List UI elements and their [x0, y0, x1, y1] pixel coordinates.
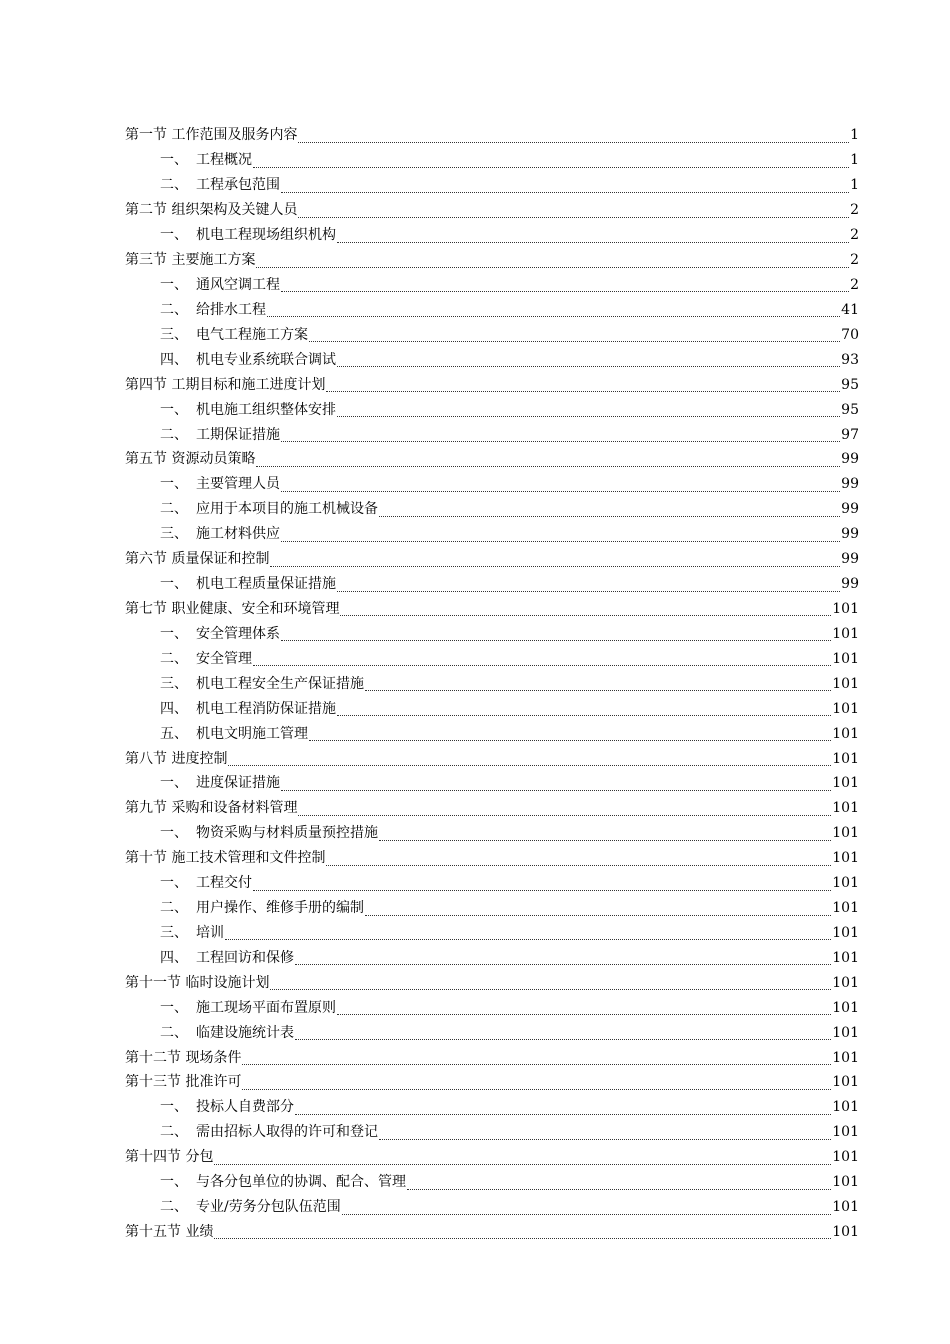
toc-entry-number: 一、 — [160, 825, 188, 842]
toc-entry-title: 机电工程消防保证措施 — [196, 700, 336, 717]
toc-section-entry[interactable] — [125, 1220, 859, 1245]
toc-page-number: 101 — [832, 974, 859, 991]
toc-subsection-entry[interactable] — [125, 896, 859, 921]
dot-leader — [365, 914, 831, 916]
toc-subsection-entry[interactable] — [125, 1020, 859, 1045]
toc-entry-title: 通风空调工程 — [196, 276, 280, 293]
toc-page-number: 99 — [841, 576, 859, 593]
toc-subsection-entry[interactable] — [125, 1095, 859, 1120]
toc-section-entry[interactable] — [125, 372, 859, 397]
toc-subsection-entry[interactable] — [125, 671, 859, 696]
toc-entry-title: 安全管理体系 — [196, 625, 280, 642]
toc-entry-title: 投标人自费部分 — [196, 1099, 294, 1116]
dot-leader — [298, 814, 831, 816]
toc-entry-title: 机电工程安全生产保证措施 — [196, 675, 364, 692]
toc-subsection-entry[interactable] — [125, 422, 859, 447]
toc-entry-number: 二、 — [160, 1199, 188, 1216]
toc-page-number: 101 — [832, 900, 859, 917]
dot-leader — [225, 938, 831, 940]
toc-entry-title: 工程交付 — [196, 875, 252, 892]
toc-entry-title: 进度保证措施 — [196, 775, 280, 792]
toc-entry-number: 一、 — [160, 152, 188, 169]
dot-leader — [242, 1088, 831, 1090]
dot-leader — [281, 639, 831, 641]
toc-page-number: 101 — [832, 1149, 859, 1166]
toc-entry-title: 机电施工组织整体安排 — [196, 401, 336, 418]
toc-entry-title: 第六节 质量保证和控制 — [125, 551, 270, 568]
toc-entry-number: 二、 — [160, 1024, 188, 1041]
toc-section-entry[interactable] — [125, 970, 859, 995]
dot-leader — [281, 440, 840, 442]
toc-entry-number: 四、 — [160, 949, 188, 966]
toc-section-entry[interactable] — [125, 597, 859, 622]
dot-leader — [253, 166, 849, 168]
toc-section-entry[interactable] — [125, 123, 859, 148]
toc-page-number: 101 — [832, 999, 859, 1016]
dot-leader — [298, 141, 849, 143]
dot-leader — [337, 415, 840, 417]
dot-leader — [281, 490, 840, 492]
toc-entry-title: 第八节 进度控制 — [125, 750, 228, 767]
toc-page-number: 2 — [850, 227, 859, 244]
toc-entry-title: 机电专业系统联合调试 — [196, 351, 336, 368]
toc-subsection-entry[interactable] — [125, 771, 859, 796]
toc-entry-number: 四、 — [160, 351, 188, 368]
toc-entry-number: 三、 — [160, 326, 188, 343]
toc-entry-number: 一、 — [160, 476, 188, 493]
dot-leader — [407, 1188, 831, 1190]
dot-leader — [379, 1138, 831, 1140]
toc-entry-title: 临建设施统计表 — [196, 1024, 294, 1041]
dot-leader — [256, 465, 840, 467]
toc-entry-title: 工程回访和保修 — [196, 949, 294, 966]
toc-section-entry[interactable] — [125, 198, 859, 223]
toc-page-number: 101 — [832, 725, 859, 742]
toc-entry-title: 第十三节 批准许可 — [125, 1074, 242, 1091]
toc-section-entry[interactable] — [125, 846, 859, 871]
toc-page-number: 101 — [832, 850, 859, 867]
toc-page-number: 101 — [832, 600, 859, 617]
toc-entry-title: 电气工程施工方案 — [196, 326, 308, 343]
toc-subsection-entry[interactable] — [125, 148, 859, 173]
toc-page-number: 1 — [850, 127, 859, 144]
dot-leader — [228, 764, 831, 766]
toc-page-number: 93 — [841, 351, 859, 368]
toc-page-number: 97 — [841, 426, 859, 443]
toc-subsection-entry[interactable] — [125, 871, 859, 896]
dot-leader — [298, 216, 849, 218]
toc-entry-title: 第九节 采购和设备材料管理 — [125, 800, 298, 817]
toc-subsection-entry[interactable] — [125, 273, 859, 298]
toc-page-number: 99 — [841, 526, 859, 543]
dot-leader — [214, 1163, 831, 1165]
toc-entry-number: 三、 — [160, 526, 188, 543]
toc-subsection-entry[interactable] — [125, 522, 859, 547]
toc-entry-number: 五、 — [160, 725, 188, 742]
toc-page-number: 2 — [850, 202, 859, 219]
dot-leader — [337, 714, 831, 716]
toc-entry-number: 一、 — [160, 576, 188, 593]
toc-page-number: 2 — [850, 276, 859, 293]
toc-subsection-entry[interactable] — [125, 223, 859, 248]
toc-entry-title: 与各分包单位的协调、配合、管理 — [196, 1174, 406, 1191]
toc-subsection-entry[interactable] — [125, 1170, 859, 1195]
toc-entry-title: 工程承包范围 — [196, 177, 280, 194]
toc-page-number: 101 — [832, 1074, 859, 1091]
toc-subsection-entry[interactable] — [125, 945, 859, 970]
toc-entry-title: 第十五节 业绩 — [125, 1224, 214, 1241]
toc-section-entry[interactable] — [125, 1070, 859, 1095]
toc-entry-title: 专业/劳务分包队伍范围 — [196, 1199, 341, 1216]
toc-entry-title: 施工材料供应 — [196, 526, 280, 543]
toc-entry-number: 三、 — [160, 675, 188, 692]
dot-leader — [295, 1113, 831, 1115]
toc-entry-title: 主要管理人员 — [196, 476, 280, 493]
toc-page-number: 101 — [832, 800, 859, 817]
dot-leader — [270, 988, 831, 990]
toc-subsection-entry[interactable] — [125, 297, 859, 322]
dot-leader — [309, 340, 840, 342]
toc-entry-number: 一、 — [160, 625, 188, 642]
dot-leader — [337, 1013, 831, 1015]
toc-entry-title: 第一节 工作范围及服务内容 — [125, 127, 298, 144]
toc-entry-number: 二、 — [160, 301, 188, 318]
toc-entry-title: 安全管理 — [196, 650, 252, 667]
toc-section-entry[interactable] — [125, 1045, 859, 1070]
toc-entry-title: 第七节 职业健康、安全和环境管理 — [125, 600, 340, 617]
dot-leader — [256, 266, 849, 268]
toc-subsection-entry[interactable] — [125, 1195, 859, 1220]
dot-leader — [379, 839, 831, 841]
toc-entry-number: 二、 — [160, 426, 188, 443]
toc-page-number: 95 — [841, 376, 859, 393]
toc-entry-title: 第十四节 分包 — [125, 1149, 214, 1166]
toc-entry-number: 一、 — [160, 1174, 188, 1191]
toc-subsection-entry[interactable] — [125, 347, 859, 372]
toc-entry-title: 施工现场平面布置原则 — [196, 999, 336, 1016]
toc-page-number: 101 — [832, 675, 859, 692]
toc-entry-number: 一、 — [160, 227, 188, 244]
toc-page-number: 1 — [850, 177, 859, 194]
dot-leader — [365, 689, 831, 691]
toc-page-number: 101 — [832, 1199, 859, 1216]
toc-subsection-entry[interactable] — [125, 322, 859, 347]
toc-page-number: 101 — [832, 1049, 859, 1066]
toc-page-number: 101 — [832, 1099, 859, 1116]
toc-page-number: 99 — [841, 476, 859, 493]
dot-leader — [326, 390, 840, 392]
toc-entry-title: 需由招标人取得的许可和登记 — [196, 1124, 378, 1141]
toc-entry-number: 二、 — [160, 900, 188, 917]
toc-entry-number: 一、 — [160, 875, 188, 892]
toc-page-number: 101 — [832, 1224, 859, 1241]
toc-subsection-entry[interactable] — [125, 921, 859, 946]
toc-page-number: 1 — [850, 152, 859, 169]
toc-page-number: 99 — [841, 451, 859, 468]
toc-page-number: 101 — [832, 750, 859, 767]
toc-subsection-entry[interactable] — [125, 646, 859, 671]
toc-page-number: 101 — [832, 949, 859, 966]
dot-leader — [379, 515, 840, 517]
toc-entry-number: 一、 — [160, 276, 188, 293]
toc-entry-title: 第十节 施工技术管理和文件控制 — [125, 850, 326, 867]
dot-leader — [242, 1063, 831, 1065]
dot-leader — [337, 241, 849, 243]
toc-subsection-entry[interactable] — [125, 173, 859, 198]
toc-entry-number: 三、 — [160, 924, 188, 941]
toc-entry-number: 一、 — [160, 401, 188, 418]
toc-entry-title: 第五节 资源动员策略 — [125, 451, 256, 468]
dot-leader — [337, 590, 840, 592]
dot-leader — [326, 864, 831, 866]
toc-section-entry[interactable] — [125, 547, 859, 572]
toc-page-number: 101 — [832, 625, 859, 642]
toc-page-number: 2 — [850, 252, 859, 269]
toc-entry-number: 一、 — [160, 1099, 188, 1116]
dot-leader — [281, 290, 849, 292]
dot-leader — [253, 664, 831, 666]
toc-subsection-entry[interactable] — [125, 995, 859, 1020]
toc-entry-title: 机电工程质量保证措施 — [196, 576, 336, 593]
toc-entry-title: 第十一节 临时设施计划 — [125, 974, 270, 991]
toc-page-number: 101 — [832, 775, 859, 792]
toc-page-number: 101 — [832, 1024, 859, 1041]
toc-page-number: 101 — [832, 700, 859, 717]
toc-entry-number: 四、 — [160, 700, 188, 717]
dot-leader — [281, 191, 849, 193]
toc-entry-title: 用户操作、维修手册的编制 — [196, 900, 364, 917]
toc-subsection-entry[interactable] — [125, 721, 859, 746]
toc-page-number: 99 — [841, 501, 859, 518]
toc-subsection-entry[interactable] — [125, 572, 859, 597]
toc-section-entry[interactable] — [125, 447, 859, 472]
dot-leader — [340, 614, 831, 616]
toc-page-number: 101 — [832, 825, 859, 842]
toc-subsection-entry[interactable] — [125, 696, 859, 721]
dot-leader — [295, 963, 831, 965]
toc-subsection-entry[interactable] — [125, 497, 859, 522]
toc-subsection-entry[interactable] — [125, 472, 859, 497]
toc-entry-title: 机电文明施工管理 — [196, 725, 308, 742]
toc-entry-title: 物资采购与材料质量预控措施 — [196, 825, 378, 842]
toc-entry-number: 二、 — [160, 1124, 188, 1141]
dot-leader — [281, 789, 831, 791]
toc-entry-number: 一、 — [160, 999, 188, 1016]
toc-entry-title: 机电工程现场组织机构 — [196, 227, 336, 244]
toc-entry-number: 二、 — [160, 177, 188, 194]
toc-entry-title: 第二节 组织架构及关键人员 — [125, 202, 298, 219]
toc-entry-title: 第十二节 现场条件 — [125, 1049, 242, 1066]
toc-page-number: 70 — [841, 326, 859, 343]
toc-page-number: 101 — [832, 1124, 859, 1141]
toc-page-number: 101 — [832, 650, 859, 667]
dot-leader — [337, 365, 840, 367]
toc-entry-title: 第四节 工期目标和施工进度计划 — [125, 376, 326, 393]
toc-section-entry[interactable] — [125, 248, 859, 273]
toc-page-number: 41 — [841, 301, 859, 318]
toc-section-entry[interactable] — [125, 1145, 859, 1170]
toc-entry-title: 工程概况 — [196, 152, 252, 169]
toc-entry-number: 二、 — [160, 650, 188, 667]
toc-entry-number: 二、 — [160, 501, 188, 518]
toc-subsection-entry[interactable] — [125, 621, 859, 646]
dot-leader — [214, 1237, 831, 1239]
toc-page-number: 95 — [841, 401, 859, 418]
toc-subsection-entry[interactable] — [125, 1120, 859, 1145]
dot-leader — [253, 889, 831, 891]
toc-subsection-entry[interactable] — [125, 821, 859, 846]
toc-entry-title: 应用于本项目的施工机械设备 — [196, 501, 378, 518]
dot-leader — [270, 565, 840, 567]
dot-leader — [342, 1213, 832, 1215]
toc-page-number: 101 — [832, 875, 859, 892]
dot-leader — [267, 315, 840, 317]
toc-entry-title: 工期保证措施 — [196, 426, 280, 443]
toc-section-entry[interactable] — [125, 796, 859, 821]
toc-entry-title: 第三节 主要施工方案 — [125, 252, 256, 269]
toc-page-number: 101 — [832, 1174, 859, 1191]
toc-subsection-entry[interactable] — [125, 397, 859, 422]
dot-leader — [295, 1038, 831, 1040]
toc-entry-title: 给排水工程 — [196, 301, 266, 318]
toc-section-entry[interactable] — [125, 746, 859, 771]
dot-leader — [309, 739, 831, 741]
toc-entry-title: 培训 — [196, 924, 224, 941]
table-of-contents — [125, 123, 859, 1244]
toc-entry-number: 一、 — [160, 775, 188, 792]
toc-page-number: 101 — [832, 924, 859, 941]
dot-leader — [281, 540, 840, 542]
toc-page-number: 99 — [841, 551, 859, 568]
